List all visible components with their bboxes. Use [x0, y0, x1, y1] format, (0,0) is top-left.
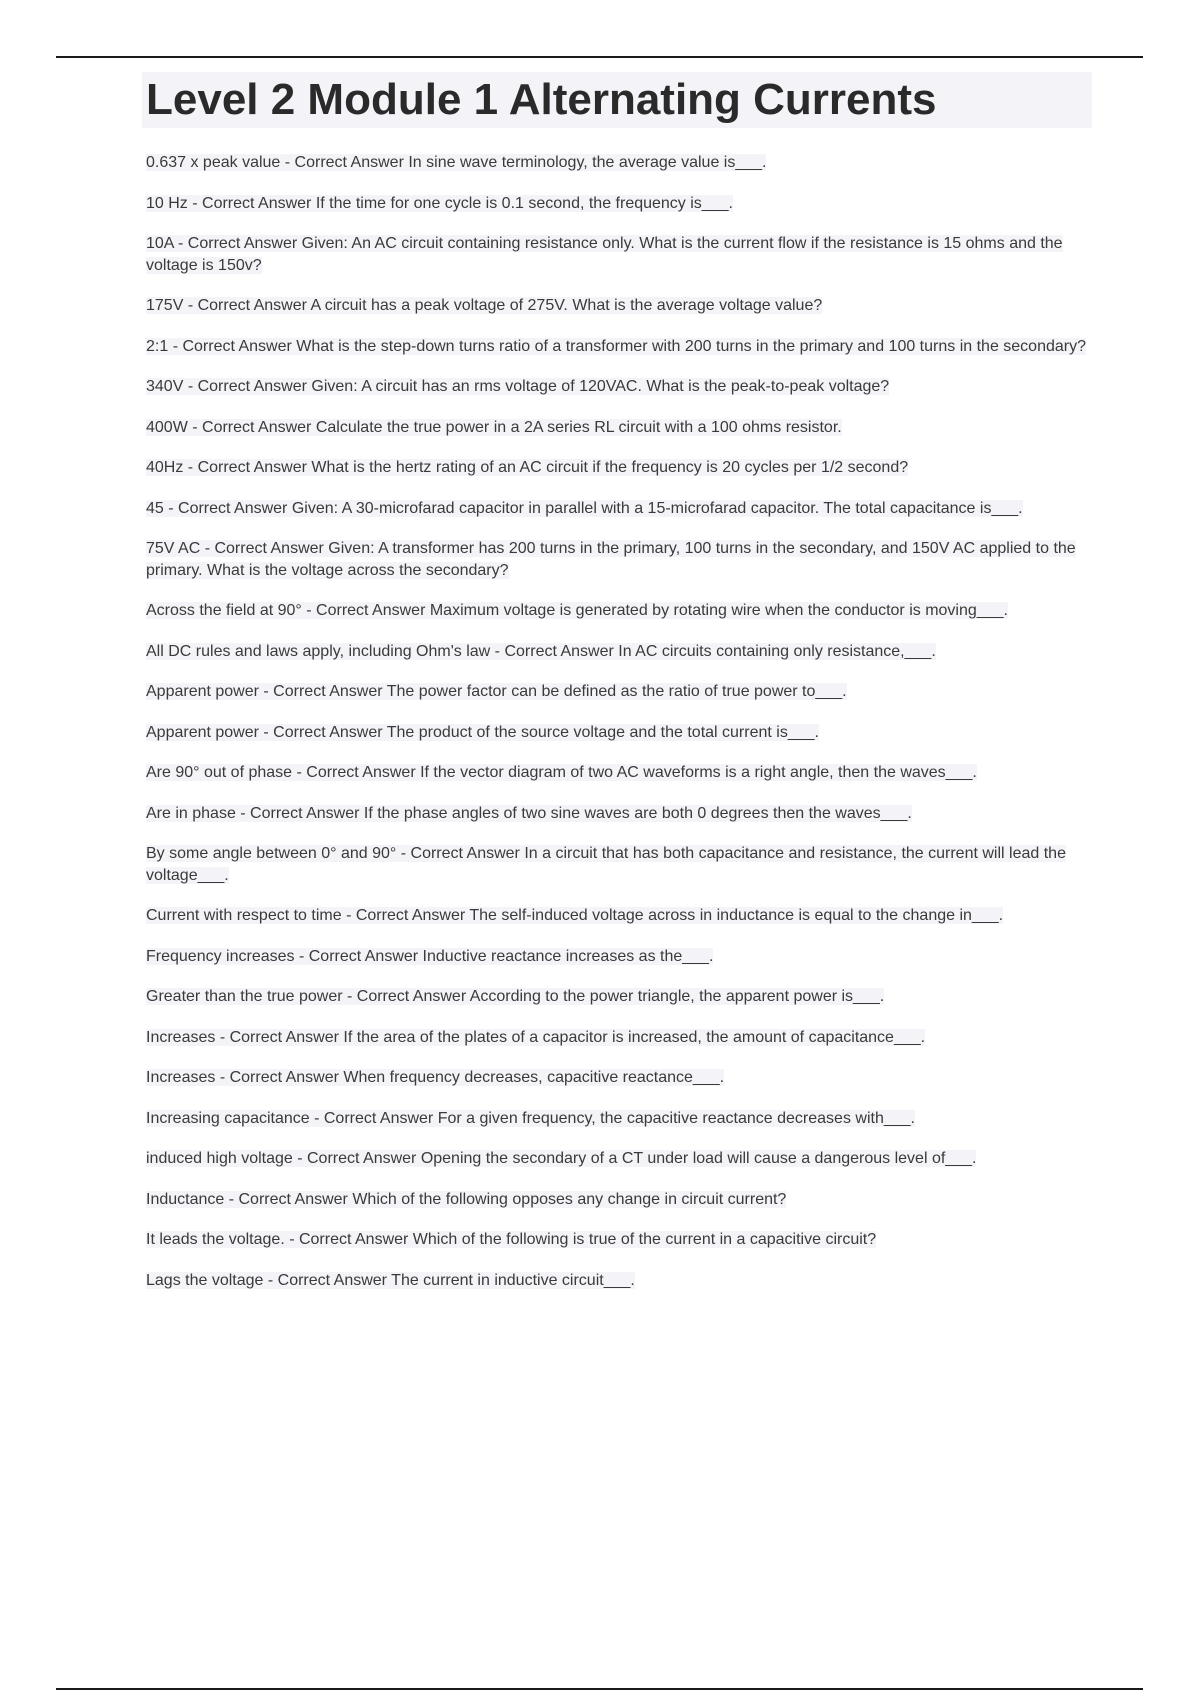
qa-item: [142, 152, 1092, 174]
qa-item-text: induced high voltage - Correct Answer Opening the secondary of a CT under load will cause a dangerous level of___.: [146, 1150, 977, 1167]
qa-item-text: 175V - Correct Answer A circuit has a peak voltage of 275V. What is the average voltage value?: [146, 297, 823, 314]
qa-item: [142, 1027, 1092, 1049]
qa-item-text: Inductance - Correct Answer Which of the following opposes any change in circuit current?: [146, 1190, 787, 1208]
qa-item-text: Current with respect to time - Correct Answer The self-induced voltage across in inductance is equal to the change in___.: [146, 907, 1004, 924]
qa-item-text: 2:1 - Correct Answer What is the step-down turns ratio of a transformer with 200 turns in the primary and 100 turns in the secondary?: [146, 337, 1086, 355]
page-title: Level 2 Module 1 Alternating Currents: [142, 72, 1092, 128]
qa-item-text: 400W - Correct Answer Calculate the true power in a 2A series RL circuit with a 100 ohms resistor.: [146, 418, 842, 436]
qa-item-text: Increases - Correct Answer If the area of the plates of a capacitor is increased, the amount of capacitance___.: [146, 1028, 926, 1046]
qa-item-text: Frequency increases - Correct Answer Inductive reactance increases as the___.: [146, 947, 714, 965]
qa-item-text: Increasing capacitance - Correct Answer For a given frequency, the capacitive reactance decreases with___.: [146, 1109, 915, 1127]
qa-item: [142, 376, 1092, 398]
qa-item-text: Apparent power - Correct Answer The power factor can be defined as the ratio of true power to___.: [146, 683, 847, 700]
qa-item: [142, 233, 1092, 276]
qa-item-text: 340V - Correct Answer Given: A circuit has an rms voltage of 120VAC. What is the peak-to-peak voltage?: [146, 378, 890, 395]
qa-item: [142, 457, 1092, 479]
qa-item: [142, 336, 1092, 358]
qa-item: [142, 1229, 1092, 1251]
qa-item: [142, 1108, 1092, 1130]
qa-item: [142, 417, 1092, 439]
qa-item: [142, 600, 1092, 622]
qa-item-text: Across the field at 90° - Correct Answer Maximum voltage is generated by rotating wire when the conductor is moving___.: [146, 602, 1008, 619]
qa-item: [142, 803, 1092, 825]
qa-item: [142, 538, 1092, 581]
top-rule: [56, 56, 1143, 58]
qa-item: [142, 193, 1092, 215]
qa-item: [142, 1148, 1092, 1170]
qa-item-text: 75V AC - Correct Answer Given: A transformer has 200 turns in the primary, 100 turns in the secondary, and 150V AC applied to the primary. What is the voltage across the secondary?: [146, 540, 1076, 579]
qa-item: [142, 986, 1092, 1008]
qa-item-text: 45 - Correct Answer Given: A 30-microfarad capacitor in parallel with a 15-microfarad capacitor. The total capacitance is___.: [146, 499, 1023, 517]
qa-item-text: By some angle between 0° and 90° - Correct Answer In a circuit that has both capacitance and resistance, the current will lead the voltage___.: [146, 845, 1066, 884]
qa-item: [142, 641, 1092, 663]
qa-item-text: 10A - Correct Answer Given: An AC circuit containing resistance only. What is the current flow if the resistance is 15 ohms and the voltage is 150v?: [146, 235, 1063, 274]
qa-item-text: Lags the voltage - Correct Answer The current in inductive circuit___.: [146, 1271, 635, 1289]
qa-item: [142, 1189, 1092, 1211]
qa-item: [142, 681, 1092, 703]
qa-item: [142, 762, 1092, 784]
qa-item: [142, 946, 1092, 968]
qa-item-text: Increases - Correct Answer When frequency decreases, capacitive reactance___.: [146, 1069, 725, 1086]
qa-item-text: 0.637 x peak value - Correct Answer In sine wave terminology, the average value is___.: [146, 154, 767, 171]
qa-item: [142, 295, 1092, 317]
qa-item-text: Apparent power - Correct Answer The product of the source voltage and the total current is___.: [146, 723, 819, 741]
qa-item-text: 40Hz - Correct Answer What is the hertz rating of an AC circuit if the frequency is 20 cycles per 1/2 second?: [146, 459, 909, 476]
qa-list: [142, 152, 1092, 1291]
qa-item: [142, 905, 1092, 927]
qa-item: [142, 843, 1092, 886]
document-body: [142, 72, 1092, 1310]
qa-item-text: It leads the voltage. - Correct Answer Which of the following is true of the current in a capacitive circuit?: [146, 1231, 877, 1248]
qa-item: [142, 498, 1092, 520]
qa-item-text: Greater than the true power - Correct Answer According to the power triangle, the apparent power is___.: [146, 988, 885, 1005]
qa-item: [142, 1067, 1092, 1089]
qa-item: [142, 1270, 1092, 1292]
qa-item-text: All DC rules and laws apply, including Ohm's law - Correct Answer In AC circuits containing only resistance,___.: [146, 642, 936, 660]
bottom-rule: [56, 1688, 1143, 1690]
qa-item: [142, 722, 1092, 744]
qa-item-text: Are in phase - Correct Answer If the phase angles of two sine waves are both 0 degrees then the waves___.: [146, 804, 912, 822]
qa-item-text: Are 90° out of phase - Correct Answer If the vector diagram of two AC waveforms is a right angle, then the waves___.: [146, 764, 977, 781]
qa-item-text: 10 Hz - Correct Answer If the time for one cycle is 0.1 second, the frequency is___.: [146, 194, 733, 212]
